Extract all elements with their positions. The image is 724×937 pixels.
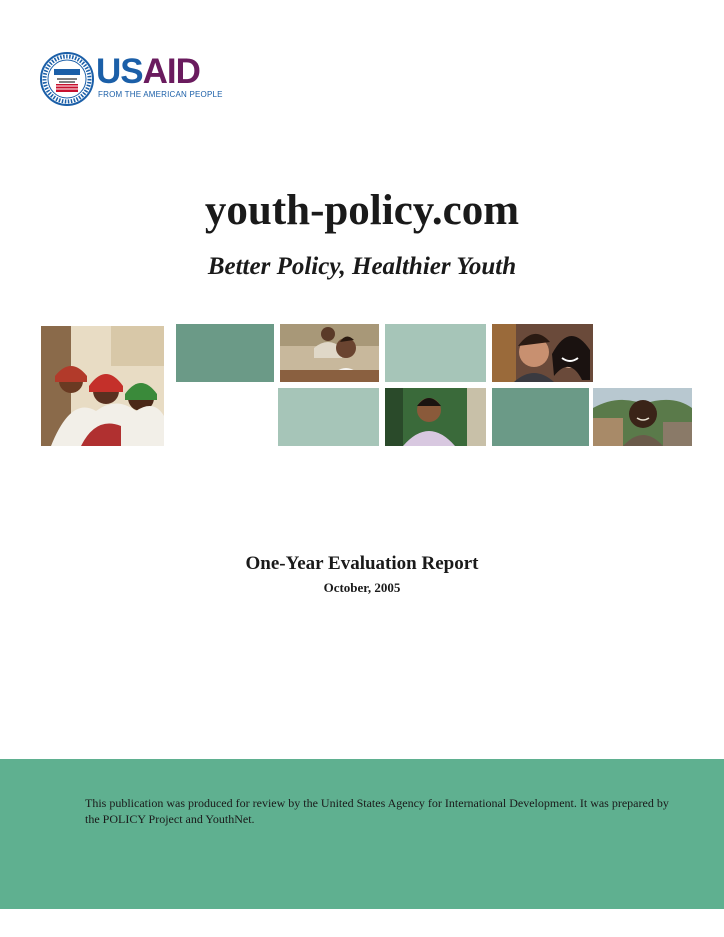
page-subtitle: Better Policy, Healthier Youth [207,253,517,280]
dark-green-tile [176,324,274,382]
smiling-couple-photo [492,324,593,382]
footer-band [0,759,724,909]
light-green-tile [278,388,379,446]
dark-green-tile [492,388,589,446]
light-green-tile [385,324,486,382]
usaid-tagline: FROM THE AMERICAN PEOPLE [98,90,223,99]
page-title: youth-policy.com [204,187,520,234]
child-outdoors-photo [593,388,692,446]
usaid-seal-icon [40,52,94,106]
footer-disclaimer: This publication was produced for review by the United States Agency for International Development. It was prepared by the POLICY Project and YouthNet. [85,796,669,826]
report-title: One-Year Evaluation Report [245,553,479,574]
wordmark-aid: AID [142,52,200,91]
women-in-headscarves-photo [41,326,164,446]
report-date: October, 2005 [323,580,401,595]
young-man-portrait-photo [385,388,486,446]
usaid-logo [40,52,223,108]
usaid-wordmark [96,54,200,90]
student-writing-photo [280,324,379,382]
wordmark-us: US [96,52,143,91]
